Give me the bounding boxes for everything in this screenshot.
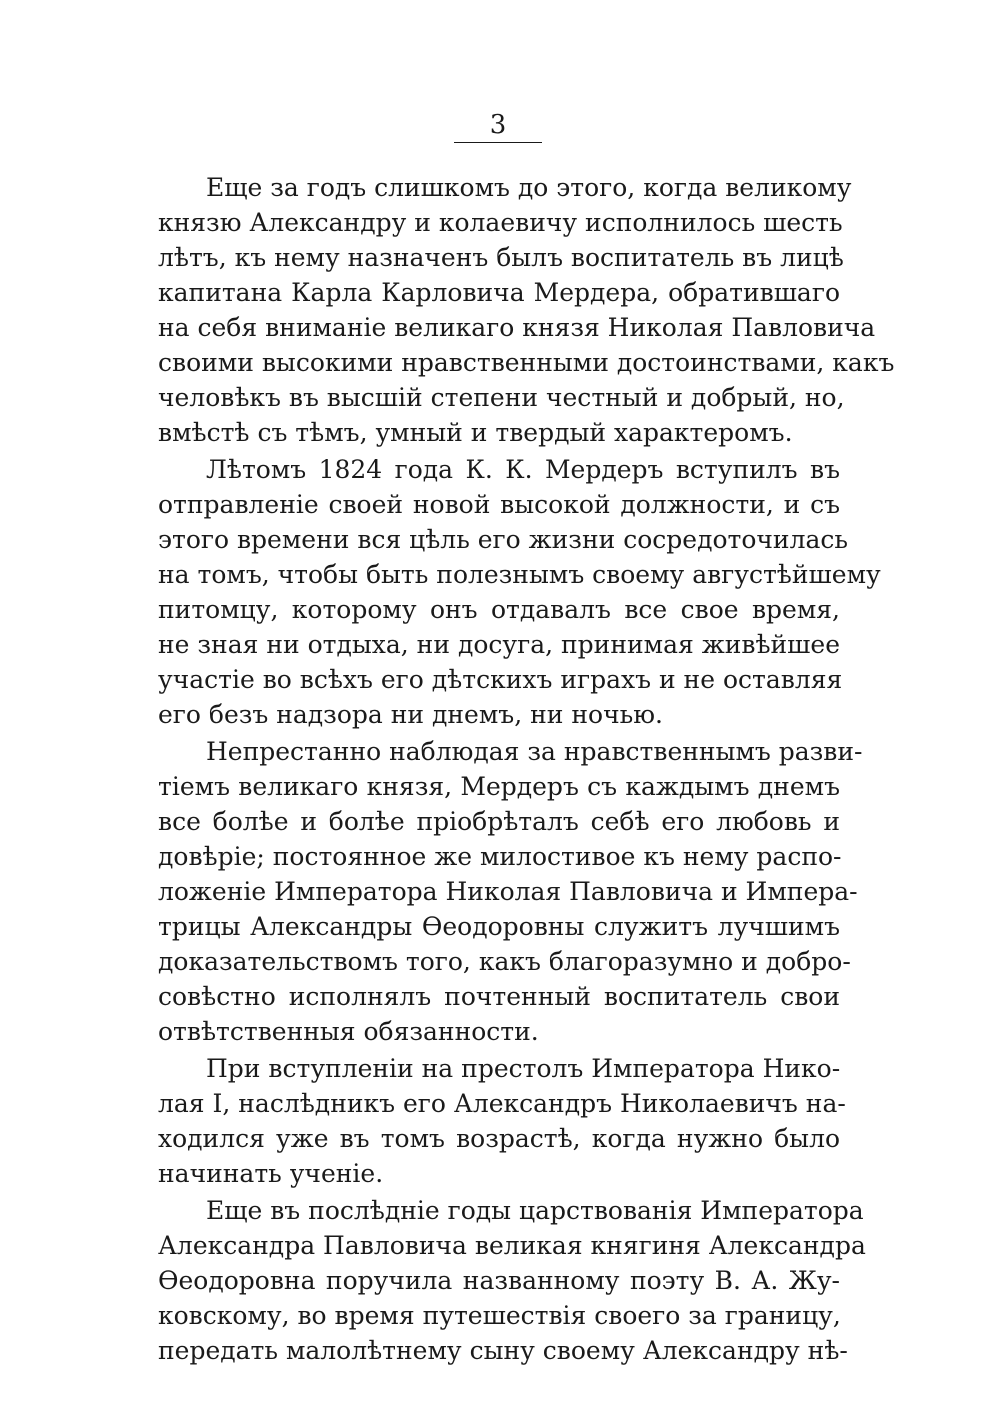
text-line: участіе во всѣхъ его дѣтскихъ играхъ и не оставляя xyxy=(158,665,843,694)
page-number-rule xyxy=(454,142,542,143)
text-line: совѣстно исполнялъ почтенный воспитатель свои xyxy=(158,982,840,1011)
text-line: вмѣстѣ съ тѣмъ, умный и твердый характеромъ. xyxy=(158,418,793,447)
text-line: отвѣтственныя обязанности. xyxy=(158,1017,539,1046)
text-line: своими высокими нравственными достоинствами, какъ xyxy=(158,348,895,377)
text-line: ходился уже въ томъ возрастѣ, когда нужно было xyxy=(158,1124,840,1153)
text-line: доказательствомъ того, какъ благоразумно и добро- xyxy=(158,947,851,976)
text-line: питомцу, которому онъ отдавалъ все свое время, xyxy=(158,595,840,624)
text-line: трицы Александры Ѳеодоровны служитъ лучшимъ xyxy=(158,912,840,941)
text-line: не зная ни отдыха, ни досуга, принимая живѣйшее xyxy=(158,630,841,659)
text-line: Лѣтомъ 1824 года К. К. Мердеръ вступилъ въ xyxy=(206,455,840,484)
text-line: тіемъ великаго князя, Мердеръ съ каждымъ днемъ xyxy=(158,772,840,801)
body-text xyxy=(158,170,895,1368)
text-line: Еще въ послѣдніе годы царствованія Императора xyxy=(206,1196,864,1225)
text-line: лѣтъ, къ нему назначенъ былъ воспитатель въ лицѣ xyxy=(158,243,844,272)
text-line: этого времени вся цѣль его жизни сосредоточилась xyxy=(158,525,848,554)
text-line: ковскому, во время путешествія своего за границу, xyxy=(158,1301,841,1330)
text-line: его безъ надзора ни днемъ, ни ночью. xyxy=(158,700,663,729)
text-line: ложеніе Императора Николая Павловича и Импера- xyxy=(158,877,858,906)
text-line: Ѳеодоровна поручила названному поэту В. А. Жу- xyxy=(158,1266,840,1295)
text-line: капитана Карла Карловича Мердера, обратившаго xyxy=(158,278,840,307)
text-line: лая І, наслѣдникъ его Александръ Николаевичъ на- xyxy=(158,1089,846,1118)
text-line: При вступленіи на престолъ Императора Нико- xyxy=(206,1054,841,1083)
page-number: 3 xyxy=(489,110,507,140)
paragraph-5 xyxy=(158,1193,866,1368)
text-line: отправленіе своей новой высокой должности, и съ xyxy=(158,490,840,519)
paragraph-4 xyxy=(158,1051,846,1191)
text-line: все болѣе и болѣе пріобрѣталъ себѣ его любовь и xyxy=(158,807,840,836)
text-line: человѣкъ въ высшій степени честный и добрый, но, xyxy=(158,383,845,412)
text-line: Еще за годъ слишкомъ до этого, когда великому xyxy=(206,173,852,202)
text-line: Непрестанно наблюдая за нравственнымъ разви- xyxy=(206,737,863,766)
text-line: начинать ученіе. xyxy=(158,1159,384,1188)
text-line: на томъ, чтобы быть полезнымъ своему августѣйшему xyxy=(158,560,881,589)
text-line: Александра Павловича великая княгиня Александра xyxy=(158,1231,866,1260)
text-line: князю Александру и колаевичу исполнилось шесть xyxy=(158,208,843,237)
paragraph-2 xyxy=(158,452,881,732)
text-line: передать малолѣтнему сыну своему Александру нѣ- xyxy=(158,1336,848,1365)
text-line: на себя вниманіе великаго князя Николая Павловича xyxy=(158,313,876,342)
page-header xyxy=(452,112,544,143)
text-line: довѣріе; постоянное же милостивое къ нему распо- xyxy=(158,842,842,871)
paragraph-3 xyxy=(158,734,863,1049)
paragraph-1 xyxy=(158,170,895,450)
